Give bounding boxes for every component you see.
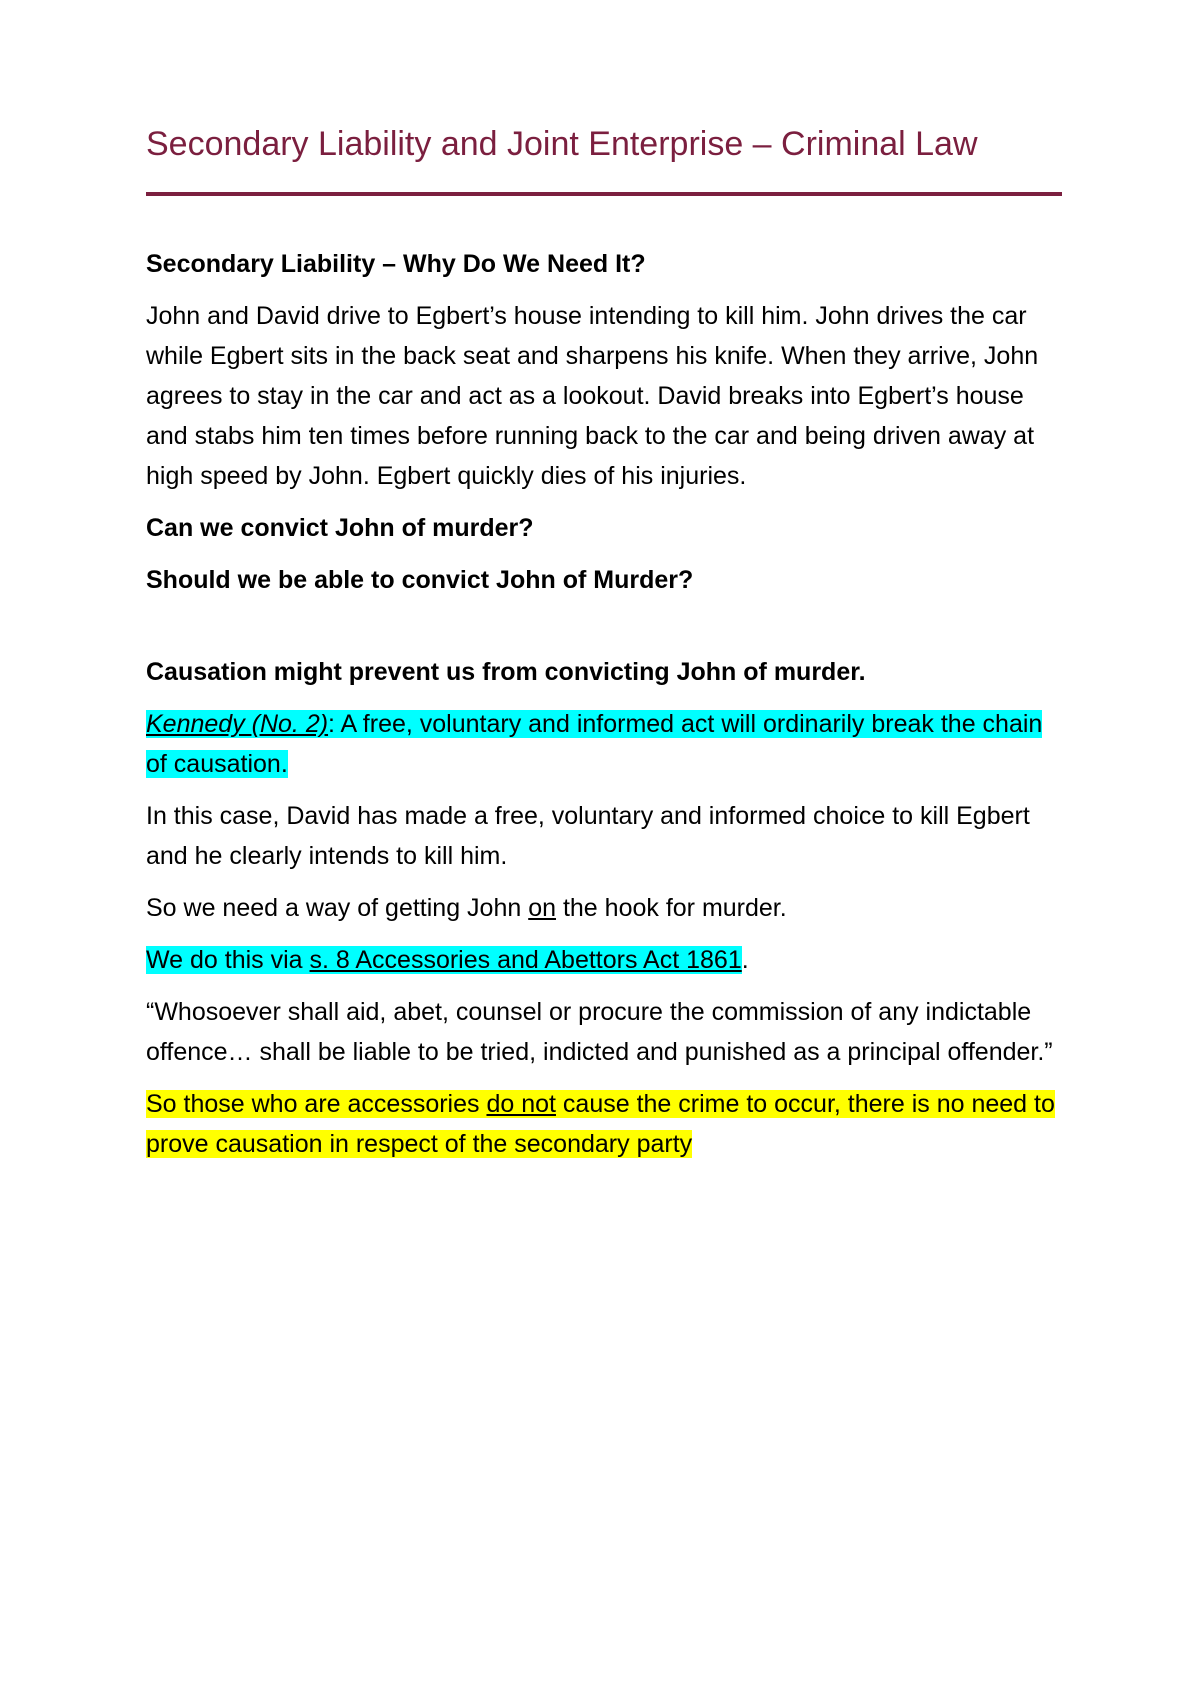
document-body <box>146 244 1066 1176</box>
statute-period: . <box>741 946 749 974</box>
accessories-highlight <box>146 1090 1055 1158</box>
question-should-convict: Should we be able to convict John of Murder? <box>146 566 694 594</box>
statute-quote: “Whosoever shall aid, abet, counsel or procure the commission of any indictable offence… shall be liable to be tried, indicted and punished as a principal offender.” <box>146 998 1053 1066</box>
scenario-paragraph: John and David drive to Egbert’s house intending to kill him. John drives the car while Egbert sits in the back seat and sharpens his knife. When they arrive, John agrees to stay in the car and act as a lookout. David breaks into Egbert’s house and stabs him ten times before running back to the car and being driven away at high speed by John. Egbert quickly dies of his injuries. <box>146 302 1039 490</box>
kennedy-case-link[interactable]: Kennedy (No. 2) <box>146 710 329 738</box>
hook-text-start: So we need a way of getting John <box>146 894 529 922</box>
blank-line <box>146 612 1066 652</box>
question-can-convict: Can we convict John of murder? <box>146 514 534 542</box>
statute-link[interactable]: s. 8 Accessories and Abettors Act 1861 <box>309 946 742 974</box>
section-heading-causation: Causation might prevent us from convicting John of murder. <box>146 658 866 686</box>
kennedy-text: : A free, voluntary and informed act will ordinarily break the chain of causation. <box>146 710 1043 778</box>
statute-paragraph <box>146 940 1066 980</box>
david-choice-paragraph: In this case, David has made a free, voluntary and informed choice to kill Egbert and he clearly intends to kill him. <box>146 802 1030 870</box>
do-not-underlined: do not <box>486 1090 556 1118</box>
accessories-paragraph <box>146 1084 1066 1164</box>
hook-text-end: the hook for murder. <box>556 894 787 922</box>
document-title: Secondary Liability and Joint Enterprise – Criminal Law <box>146 125 978 163</box>
kennedy-paragraph <box>146 704 1066 784</box>
hook-paragraph <box>146 888 1066 928</box>
statute-text-start: We do this via <box>146 946 310 974</box>
kennedy-highlight <box>146 710 1042 778</box>
on-underlined: on <box>528 894 557 922</box>
title-divider <box>146 192 1062 196</box>
accessories-text-end: cause the crime to occur, there is no need to prove causation in respect of the secondary party <box>146 1090 1055 1158</box>
section-heading-secondary-liability: Secondary Liability – Why Do We Need It? <box>146 250 646 278</box>
accessories-text-start: So those who are accessories <box>146 1090 487 1118</box>
statute-highlight <box>146 946 742 974</box>
